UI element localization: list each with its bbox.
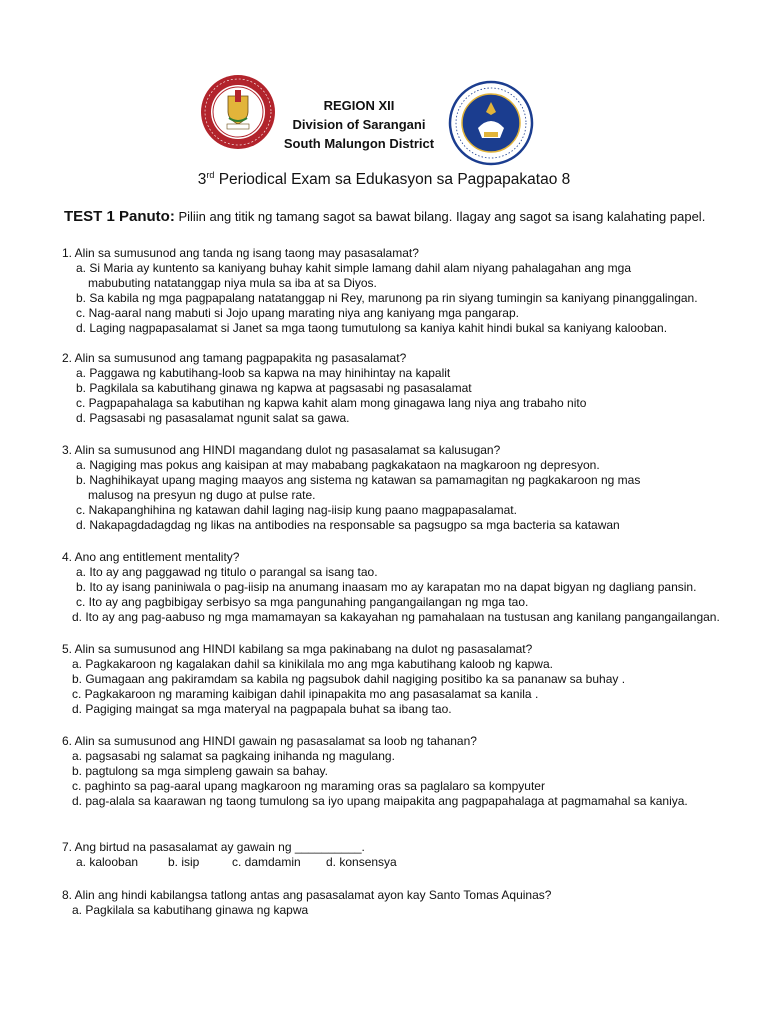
question-option: c. damdamin <box>232 855 301 869</box>
school-seal-logo <box>200 74 276 150</box>
district-label: South Malungon District <box>283 136 435 151</box>
question-option: b. Pagkilala sa kabutihang ginawa ng kapwa at pagsasabi ng pasasalamat <box>76 381 472 395</box>
question-stem: 3. Alin sa sumusunod ang HINDI magandang dulot ng pasasalamat sa kalusugan? <box>62 443 501 457</box>
question-option: c. paghinto sa pag-aaral upang magkaroon ng maraming oras sa paglalaro sa kompyuter <box>72 779 545 793</box>
question-option: d. Laging nagpapasalamat si Janet sa mga taong tumutulong sa kaniya kahit hindi bukal sa kaniyang kalooban. <box>76 321 668 335</box>
question-8 <box>62 888 712 918</box>
question-option: c. Ito ay ang pagbibigay serbisyo sa mga pangunahing pangangailangan ng mga tao. <box>76 595 529 609</box>
question-stem: 4. Ano ang entitlement mentality? <box>62 550 240 564</box>
question-option: c. Pagpapahalaga sa kabutihan ng kapwa kahit alam mong ginagawa lang niya ang trabaho nito <box>76 396 587 410</box>
question-option: d. Nakapagdadagdag ng likas na antibodies na responsable sa pagsugpo sa mga bacteria sa katawan <box>76 518 620 532</box>
division-label: Division of Sarangani <box>292 117 426 132</box>
question-3 <box>62 443 712 533</box>
exam-title <box>0 170 768 189</box>
question-option: a. Si Maria ay kuntento sa kaniyang buhay kahit simple lamang dahil alam niyang pahalagahan ang mga mabubuting natatanggap niya mula sa iba at sa Diyos. <box>76 261 632 290</box>
question-option: a. kalooban <box>76 855 139 869</box>
question-option: d. Pagsasabi ng pasasalamat ngunit salat sa gawa. <box>76 411 350 425</box>
question-option: b. Ito ay isang paniniwala o pag-iisip na anumang inaasam mo ay karapatan mo na dapat bigyan ng dagliang pansin. <box>76 580 697 594</box>
question-options-inline <box>62 855 712 870</box>
question-option: a. Pagkakaroon ng kagalakan dahil sa kinikilala mo ang mga kabutihang kaloob ng kapwa. <box>72 657 553 671</box>
test-instructions <box>64 208 705 225</box>
question-option: a. pagsasabi ng salamat sa pagkaing inihanda ng magulang. <box>72 749 395 763</box>
question-stem: 2. Alin sa sumusunod ang tamang pagpapakita ng pasasalamat? <box>62 351 407 365</box>
deped-seal-logo <box>448 80 534 166</box>
question-stem: 8. Alin ang hindi kabilangsa tatlong antas ang pasasalamat ayon kay Santo Tomas Aquinas? <box>62 888 552 902</box>
question-option: a. Ito ay ang paggawad ng titulo o parangal sa isang tao. <box>76 565 378 579</box>
question-4 <box>62 550 720 625</box>
question-option: c. Nakapanghihina ng katawan dahil laging nag-iisip kung paano magpapasalamat. <box>76 503 517 517</box>
question-6 <box>62 734 712 809</box>
question-option: a. Pagkilala sa kabutihang ginawa ng kapwa <box>72 903 309 917</box>
instructions-text: Piliin ang titik ng tamang sagot sa bawat bilang. Ilagay ang sagot sa isang kalahating papel. <box>174 209 706 224</box>
question-option: a. Paggawa ng kabutihang-loob sa kapwa na may hinihintay na kapalit <box>76 366 451 380</box>
question-option: d. konsensya <box>326 855 397 869</box>
test-label: TEST 1 Panuto: <box>64 208 175 225</box>
question-option: b. Gumagaan ang pakiramdam sa kabila ng pagsubok dahil nagiging positibo ka sa pananaw sa buhay . <box>72 672 626 686</box>
question-5 <box>62 642 712 717</box>
question-option: b. isip <box>168 855 200 869</box>
question-option: b. Naghihikayat upang maging maayos ang sistema ng katawan sa pamamagitan ng pagkakaroon ng mas malusog na presyun ng dugo at pulse rate. <box>76 473 641 502</box>
question-stem: 7. Ang birtud na pasasalamat ay gawain ng __________. <box>62 840 365 854</box>
question-option: b. pagtulong sa mga simpleng gawain sa bahay. <box>72 764 328 778</box>
question-option: d. Pagiging maingat sa mga materyal na pagpapala buhat sa ibang tao. <box>72 702 452 716</box>
question-option: c. Pagkakaroon ng maraming kaibigan dahil ipinapakita mo ang pasasalamat sa kanila . <box>72 687 539 701</box>
question-7 <box>62 840 712 870</box>
question-option: b. Sa kabila ng mga pagpapalang natatanggap ni Rey, marunong pa rin siyang tumingin sa kaniyang pinanggalingan. <box>76 291 698 305</box>
question-1 <box>62 246 712 336</box>
header-text-block <box>270 96 448 153</box>
region-label: REGION XII <box>323 98 395 113</box>
question-stem: 5. Alin sa sumusunod ang HINDI kabilang sa mga pakinabang na dulot ng pasasalamat? <box>62 642 533 656</box>
title-ordinal-sup: rd <box>206 170 215 180</box>
question-option: a. Nagiging mas pokus ang kaisipan at may mababang pagkakataon na magkaroon ng depresyon. <box>76 458 600 472</box>
question-option: d. Ito ay ang pag-aabuso ng mga mamamayan sa kakayahan ng pamahalaan na tustusan ang kanilang pangangailangan. <box>72 610 720 624</box>
title-text: Periodical Exam sa Edukasyon sa Pagpapakatao 8 <box>214 171 571 189</box>
question-option: c. Nag-aaral nang mabuti si Jojo upang marating niya ang kaniyang mga pangarap. <box>76 306 519 320</box>
question-stem: 1. Alin sa sumusunod ang tanda ng isang taong may pasasalamat? <box>62 246 419 260</box>
title-ordinal: 3 <box>197 171 207 189</box>
question-option: d. pag-alala sa kaarawan ng taong tumulong sa iyo upang maipakita ang pagpapahalaga at pagmamahal sa kaniya. <box>72 794 688 808</box>
question-2 <box>62 351 712 426</box>
question-stem: 6. Alin sa sumusunod ang HINDI gawain ng pasasalamat sa loob ng tahanan? <box>62 734 477 748</box>
document-header <box>0 74 768 174</box>
